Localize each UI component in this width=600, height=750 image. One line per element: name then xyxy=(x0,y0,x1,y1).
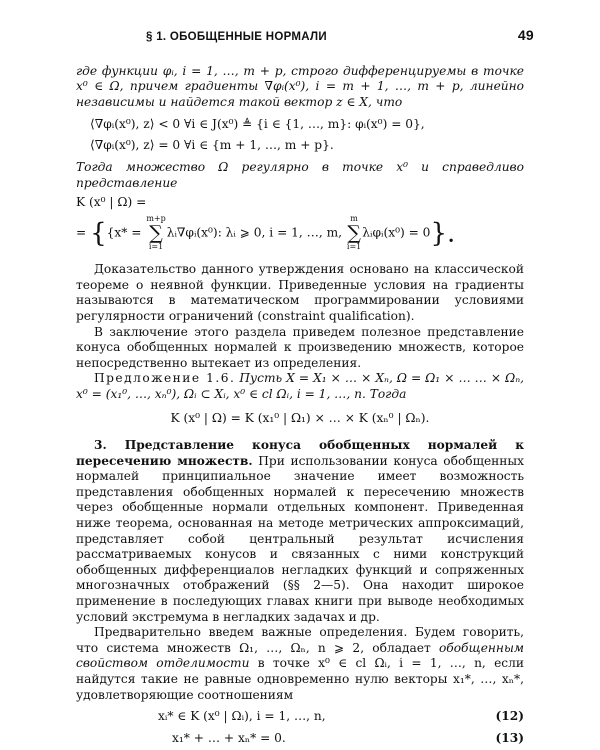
section-3-title: 3. Представление конуса обобщенных нормалей к пересечению множеств. xyxy=(76,438,524,468)
sum-lower-limit-2: i=1 xyxy=(346,242,362,252)
sum-operator xyxy=(146,214,165,252)
sum-operator-2 xyxy=(347,214,361,252)
equation-12 xyxy=(76,709,524,725)
equation-13-tag: (13) xyxy=(495,730,524,745)
equals-sign: = xyxy=(76,225,91,240)
set-open-brace: { xyxy=(90,218,107,249)
sum-lower-limit: i=1 xyxy=(148,242,164,252)
proposition-statement: Пусть X = X₁ × … × Xₙ, Ω = Ω₁ × … … × Ωₙ, x⁰ = (x₁⁰, …, xₙ⁰), Ωᵢ ⊂ Xᵢ, x⁰ ∈ cl Ωᵢ, i = 1, …, n. Тогда xyxy=(76,371,525,401)
section-3 xyxy=(76,438,524,625)
paragraph-proof-note xyxy=(76,262,524,324)
definition-text-c: в точке x⁰ ∈ cl Ωᵢ, i = 1, …, n, если найдутся такие не равные одновременно нулю векторы x₁*, …, xₙ*, удовлетворяющие соотношениям xyxy=(76,656,524,702)
sum-term: λᵢ∇φᵢ(x⁰): λᵢ ⩾ 0, i = 1, …, m, xyxy=(166,225,346,240)
equation-13 xyxy=(76,731,524,747)
sum-upper-limit: m+p xyxy=(146,214,166,224)
paragraph-product-intro: В заключение этого раздела приведем полезное представление конуса обобщенных нормалей к произведению множеств, которое непосредственно вытекает из определения. xyxy=(76,324,524,370)
equation-12-tag: (12) xyxy=(495,709,524,724)
proof-note-text: Доказательство данного утверждения основано на классической теореме о неявной функции. Приведенные условия на градиенты называются в математическом программировании условиями регулярности ограничений (constraint qualification). xyxy=(76,262,524,323)
condition-inequality: ⟨∇φᵢ(x⁰), z⟩ < 0 ∀i ∈ J(x⁰) ≜ {i ∈ {1, …, m}: φᵢ(x⁰) = 0}, xyxy=(90,117,425,132)
set-close-brace: }. xyxy=(430,218,456,249)
regularity-conditions xyxy=(90,114,524,156)
definition-term: обобщенным свойством отделимости xyxy=(76,640,524,671)
product-cone-formula: K (x⁰ | Ω) = K (x₁⁰ | Ω₁) × … × K (xₙ⁰ | Ωₙ). xyxy=(170,410,430,425)
section-3-text: При использовании конуса обобщенных нормалей принципиальное значение имеет возможность представления обобщенных нормалей к пересечению множеств через обобщенные нормали отдельных компонент. Приведенная ниже теорема, основанная на методе метрических аппроксимаций, представляет собой центральный результат исчисления рассматриваемых конусов и связанных с ними конструкций обобщенных дифференциалов негладких функций и сопряженных многозначных отображений (§§ 2—5). Она находит широкое применение в последующих главах книги при выводе необходимых условий экстремума в негладких задачах и др. xyxy=(76,453,525,624)
normal-cone-lhs: K (x⁰ | Ω) = xyxy=(76,194,147,209)
paragraph-separation-definition xyxy=(76,625,524,703)
paragraph-regularity-claim: Тогда множество Ω регулярно в точке x⁰ и справедливо представление xyxy=(76,160,524,190)
paragraph-conditions-intro: где функции φᵢ, i = 1, …, m + p, строго дифференцируемы в точке x⁰ ∈ Ω, причем градиенты ∇φᵢ(x⁰), i = m + 1, …, m + p, линейно независимы и найдется такой вектор z ∈ X, что xyxy=(76,63,524,109)
normal-cone-representation xyxy=(76,214,524,252)
condition-equality: ⟨∇φᵢ(x⁰), z⟩ = 0 ∀i ∈ {m + 1, …, m + p}. xyxy=(90,138,334,153)
sigma-symbol-2: ∑ xyxy=(347,222,361,245)
page-header xyxy=(146,28,534,46)
definition-text-a: Предварительно введем важные определения. Будем говорить, что система множеств Ω₁, …, Ωₙ, n ⩾ 2, обладает xyxy=(76,625,524,655)
proposition-label: Предложение 1.6. xyxy=(94,371,236,386)
equation-12-body: xᵢ* ∈ K (x⁰ | Ωᵢ), i = 1, …, n, xyxy=(158,709,326,724)
set-open-text: {x* = xyxy=(106,225,146,240)
equation-13-body: x₁* + … + xₙ* = 0. xyxy=(172,730,286,745)
sum-upper-limit-2: m xyxy=(350,214,358,224)
complementarity-term: λᵢφᵢ(x⁰) = 0 xyxy=(362,225,431,240)
page-number: 49 xyxy=(517,27,534,43)
sigma-symbol: ∑ xyxy=(149,222,163,245)
running-title: § 1. ОБОБЩЕННЫЕ НОРМАЛИ xyxy=(146,31,327,43)
proposition-1-6 xyxy=(76,371,524,402)
